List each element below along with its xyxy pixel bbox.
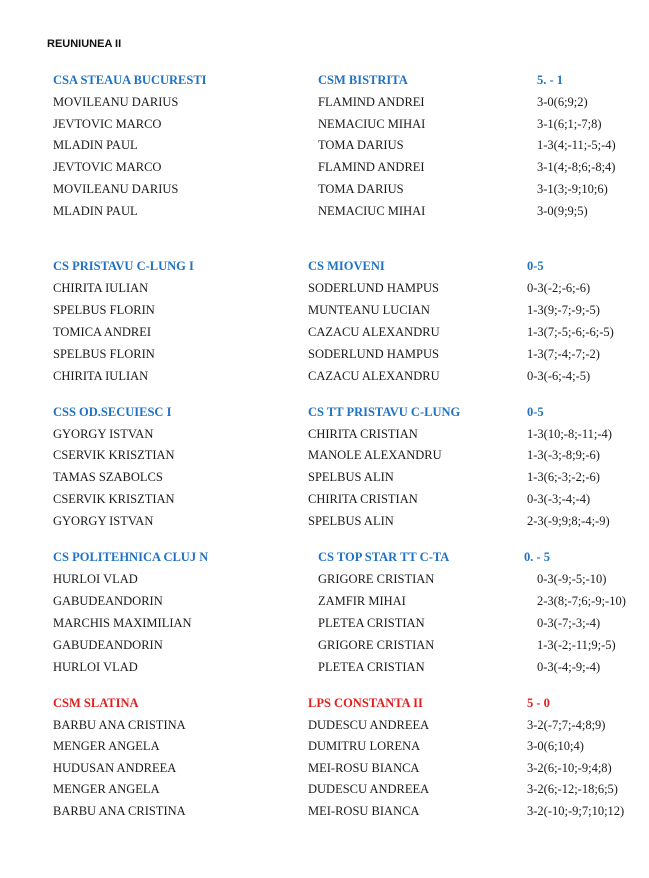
game-score: 1-3(10;-8;-11;-4) [527,426,612,441]
player-b: DUMITRU LORENA [308,739,421,754]
game-score: 1-3(-2;-11;9;-5) [537,637,616,652]
match-score: 5 - 0 [527,696,550,710]
game-row [0,615,649,631]
game-row [0,469,649,485]
game-row [0,491,649,507]
player-a: MLADIN PAUL [53,138,138,153]
player-b: CHIRITA CRISTIAN [308,426,418,441]
game-score: 3-0(9;9;5) [537,203,588,218]
match-score: 0. - 5 [524,550,551,564]
match-header [0,258,649,274]
player-b: CAZACU ALEXANDRU [308,325,440,339]
game-score: 1-3(7;-4;-7;-2) [527,347,600,361]
player-a: HURLOI VLAD [53,571,138,586]
match-header [0,72,649,88]
game-row [0,803,649,819]
player-a: CHIRITA IULIAN [53,281,149,295]
player-b: PLETEA CRISTIAN [318,659,425,674]
game-row [0,426,649,442]
player-b: MUNTEANU LUCIAN [308,303,430,317]
game-row [0,659,649,675]
match-score: 0-5 [527,405,544,419]
player-b: DUDESCU ANDREEA [308,782,430,797]
player-a: BARBU ANA CRISTINA [53,804,186,818]
player-a: SPELBUS FLORIN [53,303,155,317]
player-b: DUDESCU ANDREEA [308,717,430,732]
player-a: MLADIN PAUL [53,203,138,218]
player-b: MEI-ROSU BIANCA [308,760,420,775]
game-score: 3-2(-7;7;-4;8;9) [527,717,606,732]
player-b: NEMACIUC MIHAI [318,116,426,131]
game-score: 1-3(7;-5;-6;-6;-5) [527,325,614,339]
game-row [0,137,649,153]
player-b: MANOLE ALEXANDRU [308,448,442,463]
player-b: FLAMIND ANDREI [318,160,425,175]
player-a: CSERVIK KRISZTIAN [53,448,175,463]
player-b: FLAMIND ANDREI [318,94,425,109]
player-b: NEMACIUC MIHAI [318,203,426,218]
game-score: 0-3(-4;-9;-4) [537,659,601,674]
team-b-name: CS MIOVENI [308,259,385,273]
game-row [0,781,649,797]
game-score: 1-3(9;-7;-9;-5) [527,303,600,317]
player-b: PLETEA CRISTIAN [318,615,425,630]
game-row [0,116,649,132]
player-b: TOMA DARIUS [318,182,404,196]
player-b: SPELBUS ALIN [308,513,394,528]
game-row [0,738,649,754]
match-score: 5. - 1 [537,73,564,87]
player-b: SODERLUND HAMPUS [308,347,439,361]
player-a: CHIRITA IULIAN [53,369,149,383]
player-a: HURLOI VLAD [53,659,138,674]
team-b-name: CS TOP STAR TT C-TA [318,550,450,564]
team-a-name: CS POLITEHNICA CLUJ N [53,550,209,564]
player-b: GRIGORE CRISTIAN [318,571,435,586]
player-b: CAZACU ALEXANDRU [308,369,440,383]
game-row [0,346,649,362]
game-row [0,368,649,384]
game-row [0,717,649,733]
match-header [0,404,649,420]
player-b: ZAMFIR MIHAI [318,593,406,608]
game-score: 0-3(-3;-4;-4) [527,491,591,506]
game-row [0,159,649,175]
game-score: 1-3(-3;-8;9;-6) [527,448,600,463]
game-score: 1-3(6;-3;-2;-6) [527,470,600,485]
player-a: TAMAS SZABOLCS [53,470,163,485]
player-a: JEVTOVIC MARCO [53,160,162,175]
match-score: 0-5 [527,259,544,273]
player-a: TOMICA ANDREI [53,325,152,339]
game-row [0,637,649,653]
player-b: GRIGORE CRISTIAN [318,637,435,652]
game-row [0,571,649,587]
game-row [0,280,649,296]
game-row [0,760,649,776]
player-a: MENGER ANGELA [53,739,160,754]
player-a: GABUDEANDORIN [53,593,163,608]
player-a: GYORGY ISTVAN [53,513,154,528]
match-header [0,549,649,565]
page-title: REUNIUNEA II [47,38,122,50]
game-row [0,447,649,463]
game-score: 3-1(6;1;-7;8) [537,116,602,131]
team-b-name: CS TT PRISTAVU C-LUNG [308,405,461,419]
team-a-name: CSM SLATINA [53,696,139,710]
player-a: MARCHIS MAXIMILIAN [53,615,192,630]
player-b: SODERLUND HAMPUS [308,281,439,295]
team-a-name: CSS OD.SECUIESC I [53,405,172,419]
game-score: 3-2(6;-12;-18;6;5) [527,782,618,797]
game-score: 3-2(6;-10;-9;4;8) [527,760,612,775]
game-score: 3-0(6;9;2) [537,94,588,109]
team-b-name: CSM BISTRITA [318,73,408,87]
game-row [0,324,649,340]
player-a: SPELBUS FLORIN [53,347,155,361]
match-header [0,695,649,711]
game-row [0,94,649,110]
game-score: 0-3(-2;-6;-6) [527,281,591,295]
player-a: MOVILEANU DARIUS [53,94,179,109]
game-score: 0-3(-9;-5;-10) [537,571,607,586]
player-a: GABUDEANDORIN [53,637,163,652]
game-score: 1-3(4;-11;-5;-4) [537,138,616,153]
game-row [0,513,649,529]
player-a: MENGER ANGELA [53,782,160,797]
player-a: CSERVIK KRISZTIAN [53,491,175,506]
game-row [0,302,649,318]
player-b: SPELBUS ALIN [308,470,394,485]
player-a: GYORGY ISTVAN [53,426,154,441]
game-score: 0-3(-7;-3;-4) [537,615,601,630]
player-a: MOVILEANU DARIUS [53,182,179,196]
player-a: JEVTOVIC MARCO [53,116,162,131]
game-row [0,181,649,197]
game-score: 3-2(-10;-9;7;10;12) [527,804,625,818]
game-score: 2-3(-9;9;8;-4;-9) [527,513,610,528]
player-b: CHIRITA CRISTIAN [308,491,418,506]
player-a: BARBU ANA CRISTINA [53,717,186,732]
team-a-name: CS PRISTAVU C-LUNG I [53,259,194,273]
player-b: MEI-ROSU BIANCA [308,804,420,818]
game-score: 3-0(6;10;4) [527,739,584,754]
game-row [0,593,649,609]
game-score: 3-1(3;-9;10;6) [537,182,608,196]
team-a-name: CSA STEAUA BUCURESTI [53,73,207,87]
player-b: TOMA DARIUS [318,138,404,153]
game-score: 2-3(8;-7;6;-9;-10) [537,593,626,608]
player-a: HUDUSAN ANDREEA [53,760,177,775]
game-score: 3-1(4;-8;6;-8;4) [537,160,616,175]
game-score: 0-3(-6;-4;-5) [527,369,591,383]
team-b-name: LPS CONSTANTA II [308,696,423,710]
game-row [0,203,649,219]
